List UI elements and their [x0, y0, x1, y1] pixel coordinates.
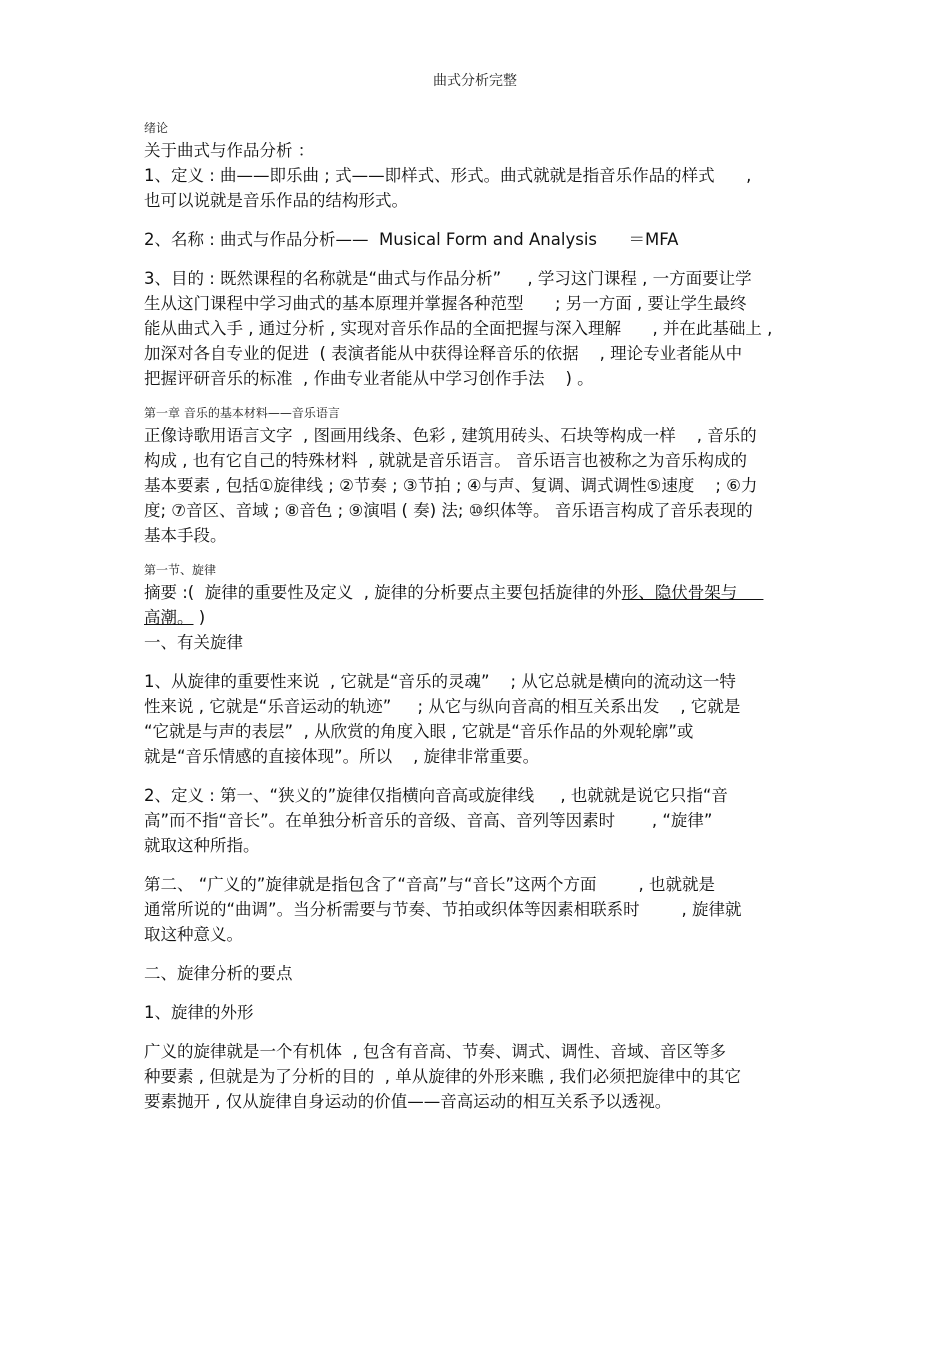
- text-line: 把握评研音乐的标准 , 作曲专业者能从中学习创作手法 ) 。: [144, 369, 594, 388]
- intro-subheading: 关于曲式与作品分析 ：: [144, 141, 315, 160]
- subheading-about-melody: 一、有关旋律: [144, 633, 243, 652]
- text-line: 广义的旋律就是一个有机体 , 包含有音高、节奏、调式、调性、音域、音区等多: [144, 1042, 726, 1061]
- text-line: 第二、 “广义的”旋律就是指包含了“音高”与“音长”这两个方面 , 也就就是: [144, 875, 715, 894]
- text-line: 正像诗歌用语言文字 , 图画用线条、色彩 , 建筑用砖头、石块等构成一样 , 音乐的: [144, 426, 757, 445]
- paragraph-melody-shape: [144, 1039, 820, 1114]
- text-line: 构成 , 也有它自己的特殊材料 , 就就是音乐语言。 音乐语言也被称之为音乐构成的: [144, 451, 747, 470]
- text-line: 生从这门课程中学习曲式的基本原理并掌握各种范型 ; 另一方面 , 要让学生最终: [144, 294, 747, 313]
- text-line: 性来说 , 它就是“乐音运动的轨迹” ; 从它与纵向音高的相互关系出发 , 它就是: [144, 697, 741, 716]
- paragraph-importance: [144, 669, 820, 769]
- text-line: 能从曲式入手 , 通过分析 , 实现对音乐作品的全面把握与深入理解 , 并在此基础上 ,: [144, 319, 773, 338]
- page-title: 曲式分析完整: [433, 73, 517, 89]
- text-line: 加深对各自专业的促进 ( 表演者能从中获得诠释音乐的依据 , 理论专业者能从中: [144, 344, 743, 363]
- text-line: 1、定义 : 曲——即乐曲 ; 式——即样式、形式。曲式就就是指音乐作品的样式 ,: [144, 166, 752, 185]
- chapter-heading: 第一章 音乐的基本材料——音乐语言: [144, 406, 340, 420]
- text-line: 度; ⑦音区、音域 ; ⑧音色 ; ⑨演唱 ( 奏) 法; ⑩织体等。 音乐语言构成了音乐表现的: [144, 501, 753, 520]
- subheading-analysis-points: 二、旋律分析的要点: [144, 964, 293, 983]
- paragraph-broad-definition: [144, 872, 820, 947]
- text-line: 2、名称 : 曲式与作品分析—— Musical Form and Analysis ＝MFA: [144, 230, 679, 249]
- text-line: 取这种意义。: [144, 925, 243, 944]
- section-summary: 摘要 :( 旋律的重要性及定义 , 旋律的分析要点主要包括旋律的外形、隐伏骨架与: [144, 583, 764, 602]
- intro-paragraph-name: [144, 227, 820, 252]
- section-heading: 第一节、旋律: [144, 563, 217, 577]
- intro-paragraph-purpose: [144, 266, 820, 391]
- subheading-melody-shape: 1、旋律的外形: [144, 1003, 254, 1022]
- text-line: 种要素 , 但就是为了分析的目的 , 单从旋律的外形来瞧 , 我们必须把旋律中的其它: [144, 1067, 741, 1086]
- text-line: 就取这种所指。: [144, 836, 260, 855]
- text-line: 也可以说就是音乐作品的结构形式。: [144, 191, 408, 210]
- text-line: 基本要素 , 包括①旋律线 ; ②节奏 ; ③节拍 ; ④与声、复调、调式调性⑤速度 ; ⑥力: [144, 476, 758, 495]
- text-line: 1、从旋律的重要性来说 , 它就是“音乐的灵魂” ; 从它总就是横向的流动这一特: [144, 672, 736, 691]
- intro-heading: 绪论: [144, 121, 169, 135]
- paragraph-definition: [144, 783, 820, 858]
- intro-paragraph-definition: [144, 163, 820, 213]
- section-summary-cont: 高潮。 ): [144, 608, 206, 627]
- text-line: 2、定义 : 第一、“狭义的”旋律仅指横向音高或旋律线 , 也就就是说它只指“音: [144, 786, 728, 805]
- text-line: 通常所说的“曲调”。当分析需要与节奏、节拍或织体等因素相联系时 , 旋律就: [144, 900, 742, 919]
- text-line: 基本手段。: [144, 526, 227, 545]
- text-line: 要素抛开 , 仅从旋律自身运动的价值——音高运动的相互关系予以透视。: [144, 1092, 672, 1111]
- text-line: 高”而不指“音长”。在单独分析音乐的音级、音高、音列等因素时 , “旋律”: [144, 811, 713, 830]
- chapter-paragraph: [144, 423, 820, 548]
- text-line: “它就是与声的表层” , 从欣赏的角度入眼 , 它就是“音乐作品的外观轮廓”或: [144, 722, 694, 741]
- text-line: 就是“音乐情感的直接体现”。所以 , 旋律非常重要。: [144, 747, 540, 766]
- document-body: [144, 118, 820, 1114]
- text-line: 3、目的 : 既然课程的名称就是“曲式与作品分析” , 学习这门课程 , 一方面要让学: [144, 269, 752, 288]
